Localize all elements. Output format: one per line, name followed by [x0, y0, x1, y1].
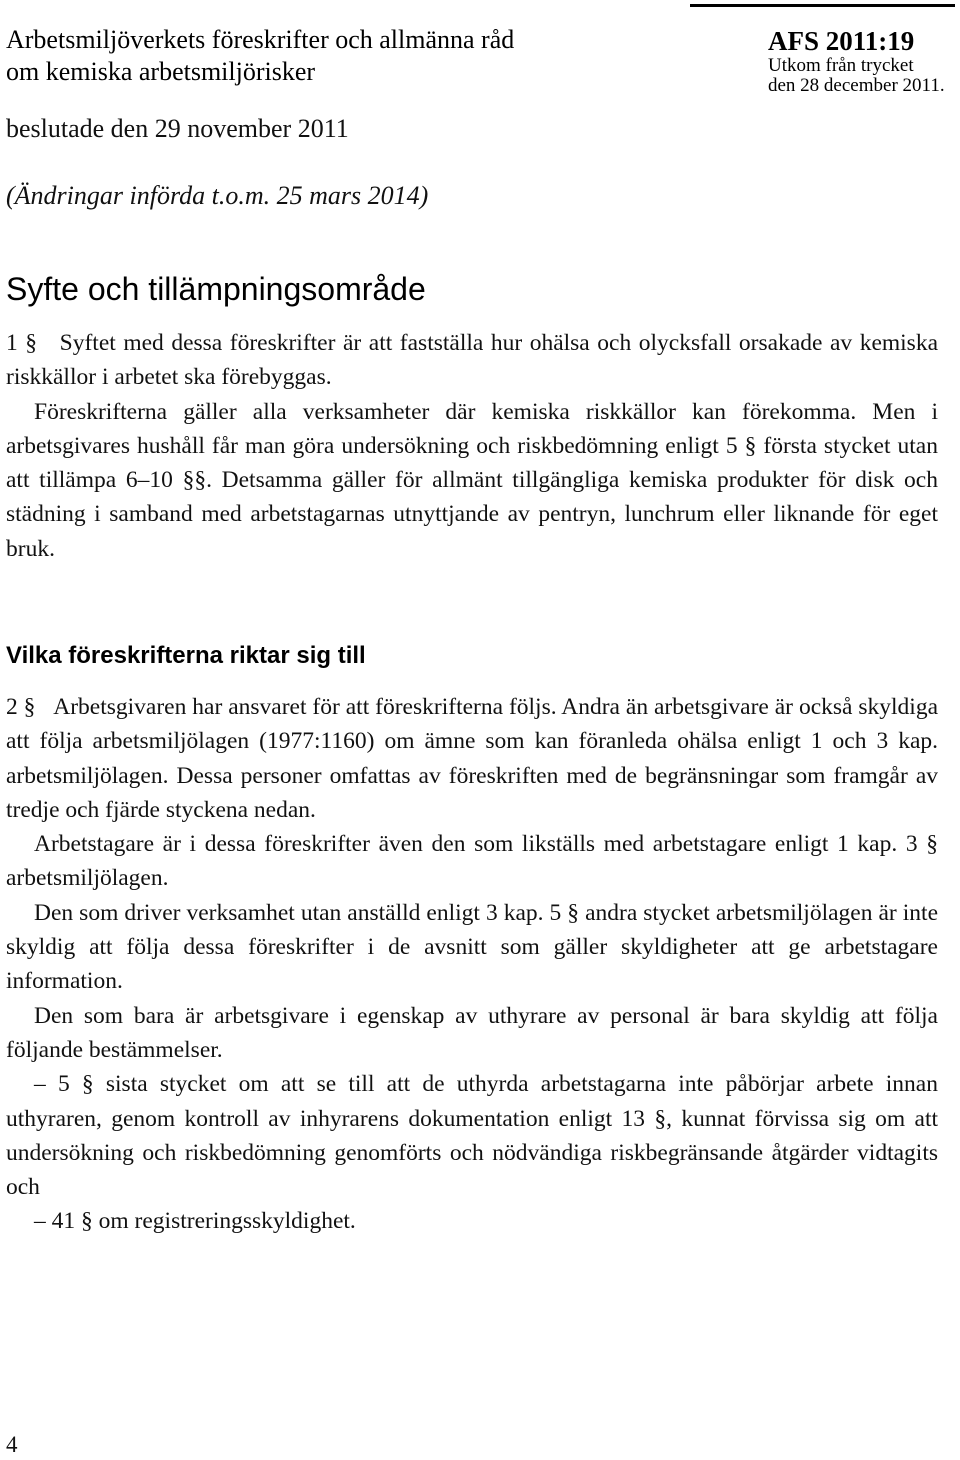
amendment-note: (Ändringar införda t.o.m. 25 mars 2014) — [6, 181, 429, 210]
section-1 — [6, 326, 938, 566]
section-heading-scope: Vilka föreskrifterna riktar sig till — [6, 642, 366, 669]
section-2-paragraph-4: Den som bara är arbetsgivare i egenskap av uthyrare av personal är bara skyldig att följa följande bestämmelser. — [6, 1002, 938, 1063]
section-2-paragraph-2: Arbetstagare är i dessa föreskrifter även den som likställs med arbetstagare enligt 1 kap. 3 § arbetsmiljölagen. — [6, 831, 938, 892]
section-1-paragraph-1 — [6, 326, 938, 395]
section-2-list-item-1: – 5 § sista stycket om att se till att de uthyrda arbetstagarna inte påbörjar arbete innan uthyraren, genom kontroll av inhyrarens dokumentation enligt 13 §, kunnat förvissa sig om att undersökning och riskbedömning genomförts och nödvändiga riskbegränsande åtgärder vidtagits och — [6, 1071, 938, 1201]
paragraph-number: 1 § — [6, 330, 38, 356]
section-heading-purpose: Syfte och tillämpningsområde — [6, 271, 426, 307]
page-number: 4 — [6, 1432, 18, 1457]
paragraph-text: Arbetsgivaren har ansvaret för att föreskrifterna följs. Andra än arbetsgivare är också skyldiga att följa arbetsmiljölagen (1977:1160) om ämne som kan föranleda ohälsa enligt 1 och 3 kap. arbetsmiljölagen. Dessa personer omfattas av föreskriften med de begränsningar som framgår av tredje och fjärde styckena nedan. — [6, 694, 939, 823]
section-2-paragraph-1 — [6, 690, 938, 827]
title-line-2: om kemiska arbetsmiljörisker — [6, 57, 316, 86]
document-title — [6, 24, 686, 88]
section-2-paragraph-3: Den som driver verksamhet utan anställd enligt 3 kap. 5 § andra stycket arbetsmiljölagen är inte skyldig att följa dessa föreskrifter i de avsnitt som gäller skyldigheter att ge arbetstagare information. — [6, 899, 938, 995]
section-2-list-item-2: – 41 § om registreringsskyldighet. — [34, 1208, 356, 1235]
afs-number: AFS 2011:19 — [768, 26, 915, 56]
title-line-1: Arbetsmiljöverkets föreskrifter och allmänna råd — [6, 25, 515, 54]
paragraph-number: 2 § — [6, 694, 36, 720]
paragraph-text: Syftet med dessa föreskrifter är att fastställa hur ohälsa och olycksfall orsakade av kemiska riskkällor i arbetet ska förebyggas. — [6, 330, 939, 391]
section-1-paragraph-2: Föreskrifterna gäller alla verksamheter där kemiska riskkällor kan förekomma. Men i arbetsgivares hushåll får man göra undersökning och riskbedömning enligt 5 § första stycket utan att tillämpa 6–10 §§. Detsamma gäller för allmänt tillgängliga kemiska produkter för disk och städning i samband med arbetstagarnas utnyttjande av pentryn, lunchrum eller liknande för eget bruk. — [6, 398, 938, 562]
issued-line-2: den 28 december 2011. — [768, 75, 945, 96]
section-2 — [6, 690, 938, 1239]
header-rule — [690, 4, 955, 7]
issued-line-1: Utkom från trycket — [768, 55, 914, 76]
decision-date: beslutade den 29 november 2011 — [6, 114, 349, 143]
publication-info — [768, 26, 958, 96]
